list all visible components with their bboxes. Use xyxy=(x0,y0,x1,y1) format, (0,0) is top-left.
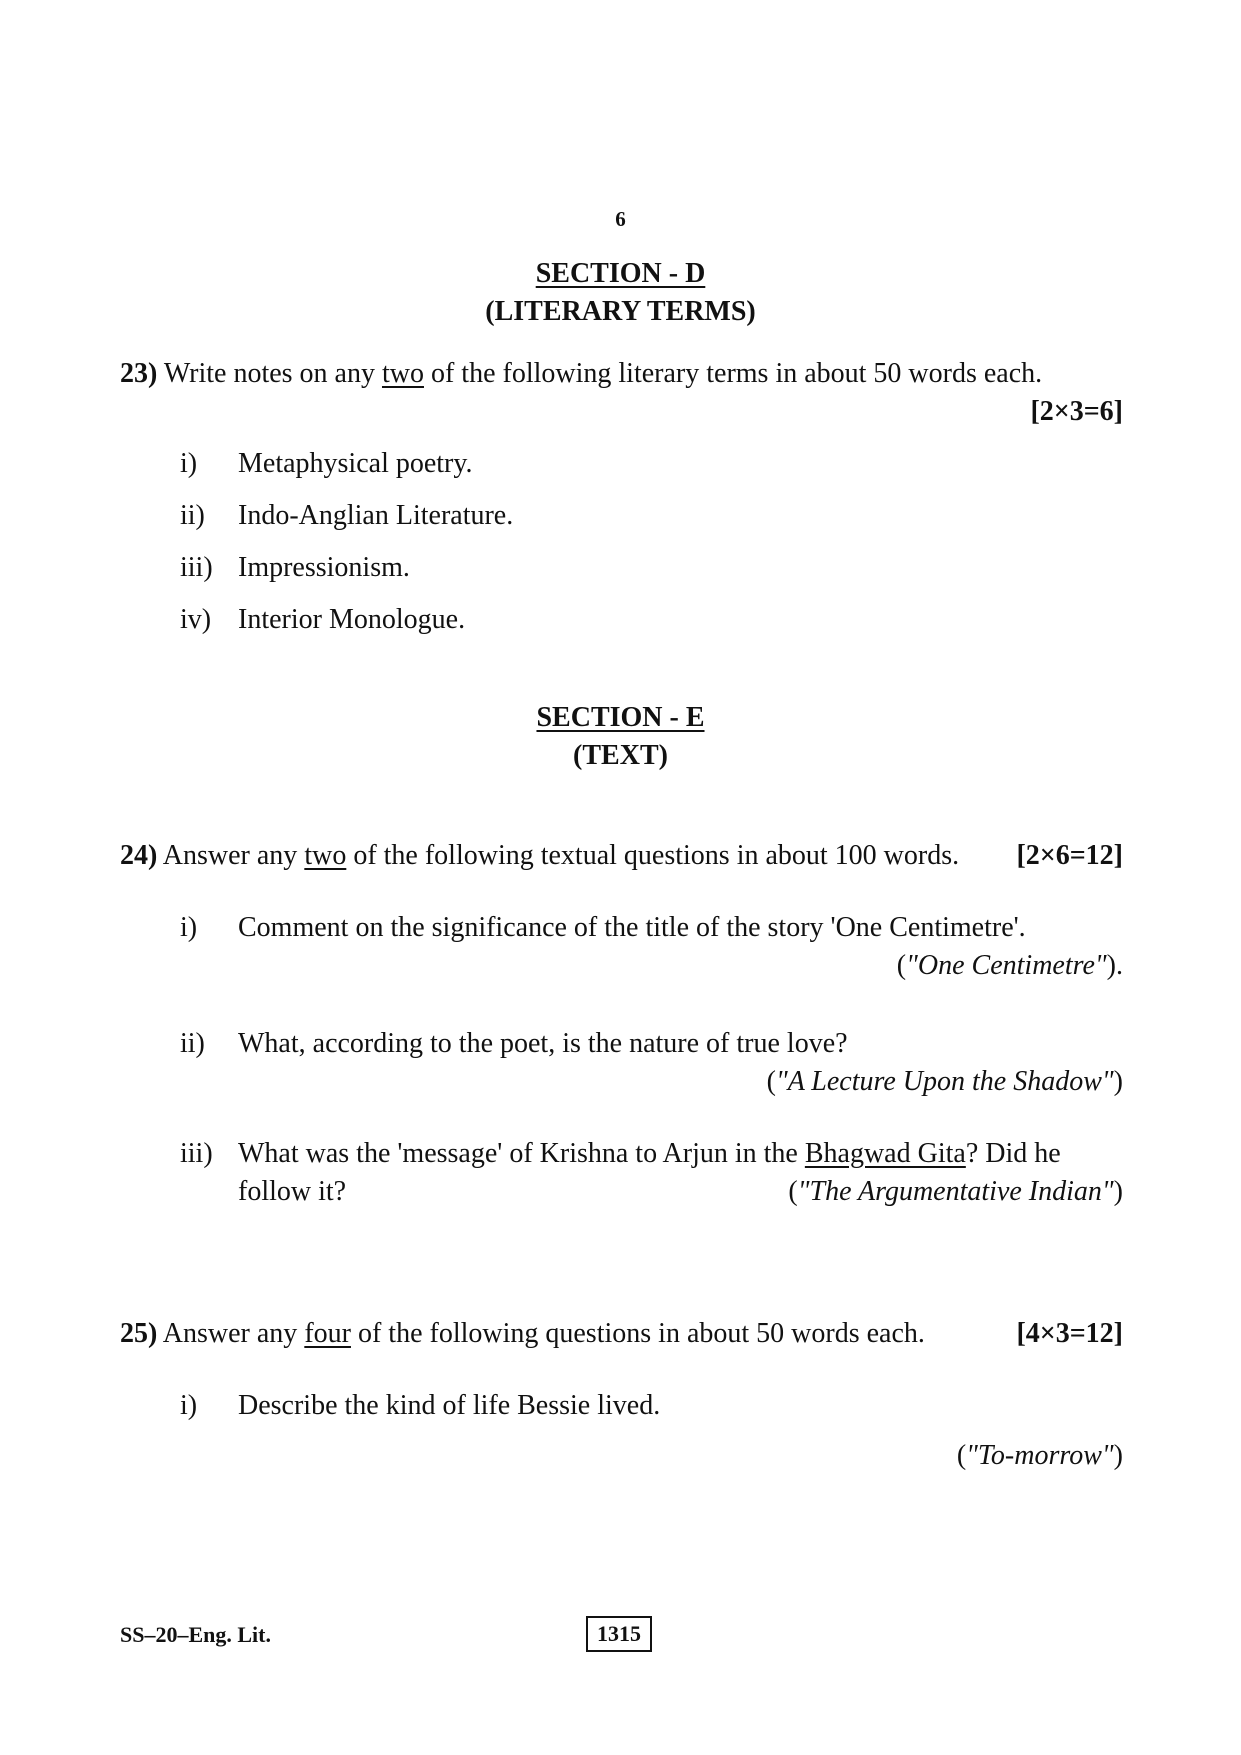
item-roman: i) xyxy=(180,912,198,943)
item-roman: i) xyxy=(180,1390,198,1421)
page-number: 6 xyxy=(615,207,626,231)
source-citation: ("A Lecture Upon the Shadow") xyxy=(766,1066,1123,1097)
paper-code: SS–20–Eng. Lit. xyxy=(120,1622,271,1647)
item-roman: iii) xyxy=(180,552,213,583)
question-23 xyxy=(120,358,1120,390)
item-text: ? Did he xyxy=(965,1138,1061,1169)
source-citation: ("To-morrow") xyxy=(956,1440,1123,1471)
question-number: 25) xyxy=(120,1318,158,1349)
question-text: Write notes on any xyxy=(157,358,382,389)
item-text: What was the 'message' of Krishna to Arjun in the xyxy=(238,1138,805,1169)
section-e-subtitle: (TEXT) xyxy=(573,740,668,771)
item-roman: i) xyxy=(180,448,198,479)
section-e-title: SECTION - E xyxy=(536,702,705,733)
question-number: 24) xyxy=(120,840,158,871)
item-roman: iv) xyxy=(180,604,212,635)
question-24-marks: [2×6=12] xyxy=(1016,840,1123,871)
question-24 xyxy=(120,840,1120,872)
question-text: of the following questions in about 50 words each. xyxy=(350,1318,925,1349)
question-25 xyxy=(120,1318,1120,1350)
question-emphasis: two xyxy=(304,840,347,871)
item-roman: ii) xyxy=(180,1028,205,1059)
question-25-marks: [4×3=12] xyxy=(1016,1318,1123,1349)
paper-number-box: 1315 xyxy=(586,1616,652,1652)
list-item-continued: follow it? xyxy=(238,1176,347,1207)
item-roman: iii) xyxy=(180,1138,213,1169)
question-emphasis: two xyxy=(381,358,424,389)
list-item xyxy=(238,1138,1061,1170)
list-item: Indo-Anglian Literature. xyxy=(238,500,514,531)
source-title: "The Argumentative Indian" xyxy=(797,1176,1114,1207)
question-text: Answer any xyxy=(157,840,305,871)
section-d-subtitle: (LITERARY TERMS) xyxy=(485,296,756,327)
question-emphasis: four xyxy=(304,1318,351,1349)
item-roman: ii) xyxy=(180,500,205,531)
list-item: Describe the kind of life Bessie lived. xyxy=(238,1390,661,1421)
list-item: Interior Monologue. xyxy=(238,604,466,635)
list-item: Impressionism. xyxy=(238,552,410,583)
source-title: "One Centimetre" xyxy=(906,950,1107,981)
source-title: "To-morrow" xyxy=(966,1440,1114,1471)
item-emphasis: Bhagwad Gita xyxy=(804,1138,966,1169)
source-title: "A Lecture Upon the Shadow" xyxy=(775,1066,1114,1097)
question-number: 23) xyxy=(120,358,158,389)
source-citation: ("The Argumentative Indian") xyxy=(788,1176,1123,1207)
question-text: of the following literary terms in about 50 words each. xyxy=(423,358,1043,389)
question-text: of the following textual questions in about 100 words. xyxy=(346,840,960,871)
list-item: Comment on the significance of the title of the story 'One Centimetre'. xyxy=(238,912,1026,943)
section-d-title: SECTION - D xyxy=(535,258,706,289)
list-item: What, according to the poet, is the nature of true love? xyxy=(238,1028,848,1059)
question-text: Answer any xyxy=(157,1318,305,1349)
source-citation: ("One Centimetre"). xyxy=(896,950,1123,981)
list-item: Metaphysical poetry. xyxy=(238,448,473,479)
question-23-marks: [2×3=6] xyxy=(1030,396,1123,427)
